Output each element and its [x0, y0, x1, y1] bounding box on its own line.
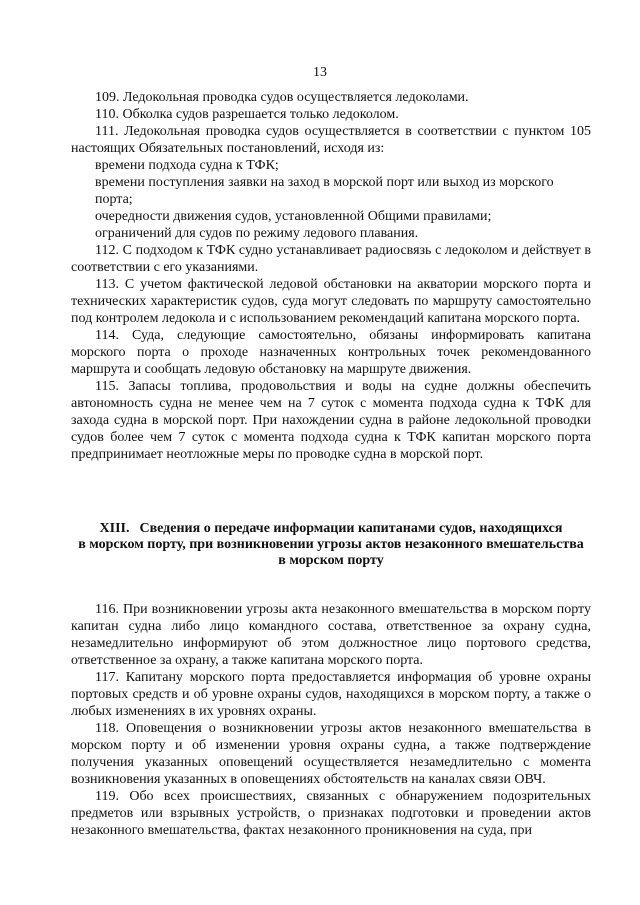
paragraph-112: 112. С подходом к ТФК судно устанавливает радиосвязь с ледоколом и действует в соответствии с его указаниями. — [71, 243, 591, 275]
paragraph-111: 111. Ледокольная проводка судов осуществляется в соответствии с пунктом 105 настоящих Обязательных постановлений, исходя из: — [71, 124, 591, 156]
section-title-line-2: в морском порту, при возникновении угрозы актов незаконного вмешательства — [78, 537, 584, 552]
paragraph-113: 113. С учетом фактической ледовой обстановки на акватории морского порта и технических характеристик судов, суда могут следовать по маршруту самостоятельно под контролем ледокола и с использованием рекомендаций капитана морского порта. — [71, 277, 591, 326]
paragraph-115: 115. Запасы топлива, продовольствия и воды на судне должны обеспечить автономность судна не менее чем на 7 суток с момента подхода судна к ТФК для захода судна в морской порт. При нахождении судна в районе ледокольной проводки судов более чем 7 суток с момента подхода судна к ТФК капитан морского порта предпринимает неотложные меры по проводке судна в морской порт. — [71, 379, 591, 462]
page-number: 13 — [313, 65, 327, 80]
paragraph-117: 117. Капитану морского порта предоставляется информация об уровне охраны портовых средств и об уровне охраны судов, находящихся в морском порту, а также о любых изменениях в их уровнях охраны. — [71, 670, 591, 719]
paragraph-110: 110. Обколка судов разрешается только ледоколом. — [95, 107, 399, 122]
section-heading — [71, 521, 591, 569]
paragraph-109: 109. Ледокольная проводка судов осуществляется ледоколами. — [95, 90, 469, 105]
paragraph-114: 114. Суда, следующие самостоятельно, обязаны информировать капитана морского порта о проходе назначенных контрольных точек рекомендованного маршрута и сообщать ледовую обстановку на маршруте движения. — [71, 328, 591, 377]
section-title-line-1: Сведения о передаче информации капитанами судов, находящихся — [139, 521, 563, 536]
paragraph-119: 119. Обо всех происшествиях, связанных с обнаружением подозрительных предметов или взрывных устройств, о признаках подготовки и проведении актов незаконного вмешательства, фактах незаконного проникновения на суда, при — [71, 789, 591, 838]
paragraph-116: 116. При возникновении угрозы акта незаконного вмешательства в морском порту капитан судна либо лицо командного состава, ответственное за охрану судна, незамедлительно информируют об этом должностное лицо портового средства, ответственное за охрану, а также капитана морского порта. — [71, 602, 591, 668]
paragraph-118: 118. Оповещения о возникновении угрозы актов незаконного вмешательства в морском порту и об изменении уровня охраны судна, а также подтверждение получения указанных оповещений осуществляется незамедлительно с момента возникновения указанных в оповещениях обстоятельств на каналах связи ОВЧ. — [71, 721, 591, 787]
section-title-line-3: в морском порту — [278, 553, 384, 568]
section-heading-line-1 — [71, 521, 591, 537]
body-text-top — [71, 89, 591, 463]
list-item: ограничений для судов по режиму ледового плавания. — [95, 226, 419, 241]
list-item: времени поступления заявки на заход в морской порт или выход из морского порта; — [95, 175, 554, 207]
list-item: времени подхода судна к ТФК; — [95, 158, 279, 173]
body-text-bottom — [71, 601, 591, 839]
list-item: очередности движения судов, установленной Общими правилами; — [95, 209, 492, 224]
section-number: XIII. — [99, 521, 130, 536]
